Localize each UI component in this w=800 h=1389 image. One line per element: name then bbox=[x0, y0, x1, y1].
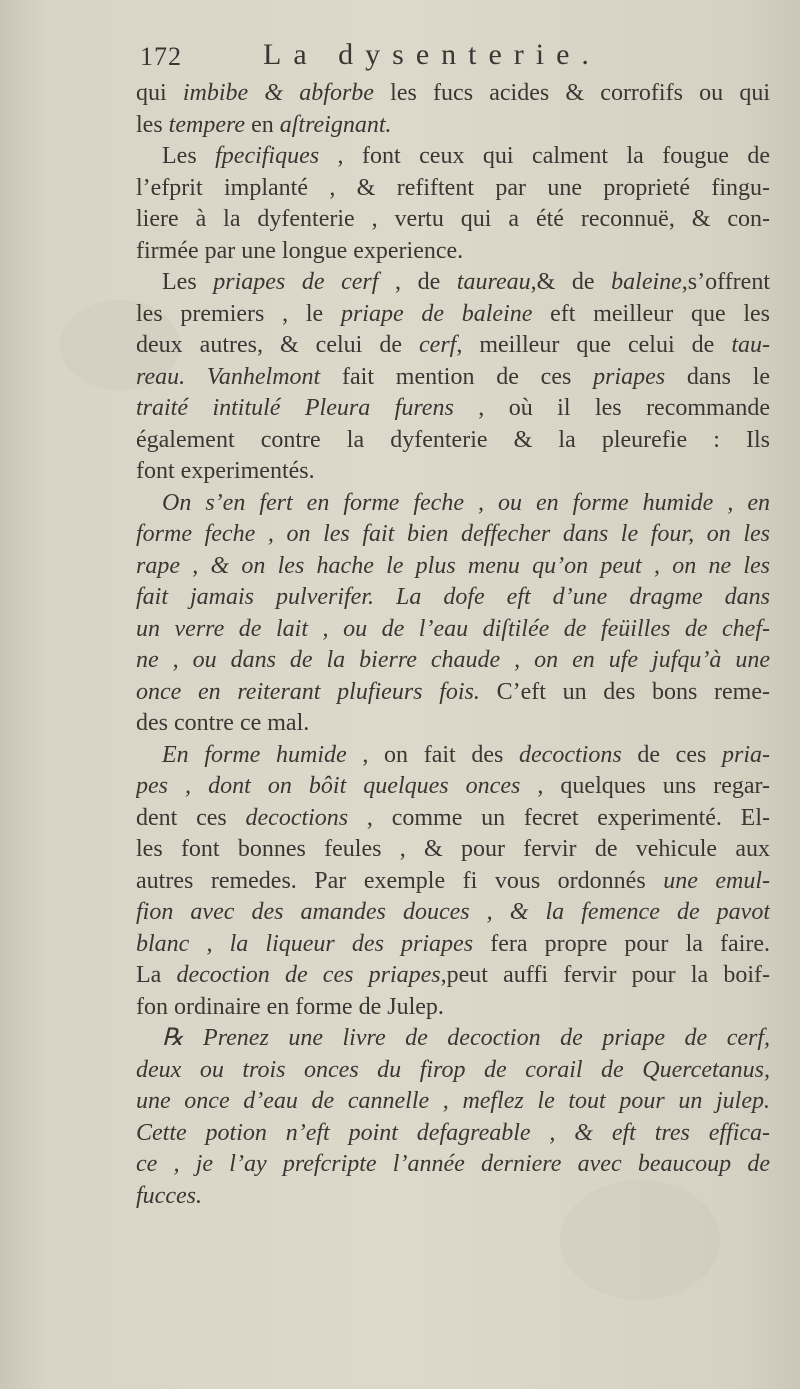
text-segment: dent ces bbox=[136, 804, 246, 831]
text-segment: liere à la dyfenterie , vertu qui a été reconnuë, & con- bbox=[136, 206, 770, 232]
text-line bbox=[136, 740, 770, 772]
italic-text: priape de baleine bbox=[340, 300, 533, 327]
text-line bbox=[136, 866, 770, 898]
text-line bbox=[136, 204, 770, 236]
text-segment: de ces bbox=[621, 741, 722, 768]
text-segment: fait mention de ces bbox=[320, 363, 594, 390]
text-segment bbox=[185, 364, 207, 390]
italic-text: deux ou trois onces du firop de corail de Quercetanus, bbox=[136, 1056, 770, 1083]
text-line bbox=[136, 992, 770, 1024]
italic-text: une once d’eau de cannelle , meflez le tout pour un julep. bbox=[136, 1088, 770, 1114]
italic-text: pes , dont on bôit quelques onces bbox=[136, 773, 521, 799]
italic-text: once en reiterant plufieurs fois. bbox=[136, 678, 480, 705]
italic-text: fucces. bbox=[136, 1182, 202, 1209]
text-line bbox=[136, 1055, 770, 1087]
text-segment: ,peut auffi fervir pour la boif- bbox=[440, 962, 770, 988]
italic-text: pria- bbox=[722, 741, 770, 768]
text-segment: qui bbox=[136, 80, 183, 106]
text-line bbox=[136, 771, 770, 803]
italic-text: tempere bbox=[168, 111, 246, 138]
text-segment: ,s’offrent bbox=[681, 269, 770, 295]
text-segment: , on fait des bbox=[346, 741, 520, 768]
italic-text: On s’en fert en forme feche , ou en forme humide , en bbox=[162, 489, 770, 516]
italic-text: baleine bbox=[611, 269, 682, 295]
text-segment: , où il les recommande bbox=[453, 395, 770, 421]
italic-text: taureau bbox=[456, 269, 531, 295]
italic-text: decoction de ces priapes bbox=[176, 962, 441, 988]
text-line bbox=[136, 362, 770, 394]
text-line bbox=[136, 519, 770, 551]
text-line bbox=[136, 236, 770, 268]
text-line bbox=[136, 929, 770, 961]
text-line bbox=[136, 330, 770, 362]
italic-text: ce , je l’ay prefcripte l’année derniere avec beaucoup de bbox=[136, 1151, 770, 1177]
text-line bbox=[136, 897, 770, 929]
text-line bbox=[136, 456, 770, 488]
italic-text: un verre de lait , ou de l’eau diſtilée de feüilles de chef- bbox=[136, 615, 770, 642]
text-segment: ,& de bbox=[530, 269, 612, 295]
italic-text: En forme humide bbox=[162, 741, 347, 768]
italic-text: Vanhelmont bbox=[206, 363, 321, 390]
italic-text: fpecifiques bbox=[215, 143, 320, 169]
italic-text: ℞ Prenez une livre de decoction de priape de cerf, bbox=[162, 1025, 770, 1051]
text-segment: Les bbox=[162, 143, 216, 169]
text-segment: C’eft un des bons reme- bbox=[479, 678, 770, 705]
text-line bbox=[136, 425, 770, 457]
text-segment: Les bbox=[162, 269, 214, 295]
text-line bbox=[136, 551, 770, 583]
italic-text: aſtreignant. bbox=[279, 111, 392, 138]
italic-text: reau. bbox=[136, 363, 186, 390]
italic-text: cerf bbox=[419, 332, 457, 358]
text-segment: , comme un fecret experimenté. El- bbox=[348, 804, 770, 831]
text-segment: fon ordinaire en forme de Julep. bbox=[136, 993, 444, 1020]
italic-text: traité intitulé Pleura furens bbox=[136, 395, 454, 421]
italic-text: forme feche , on les fait bien deffecher dans le four, on les bbox=[136, 521, 770, 547]
running-title: La dysenterie. bbox=[263, 38, 601, 71]
text-segment: dans le bbox=[665, 363, 770, 390]
text-line bbox=[136, 488, 770, 520]
text-line bbox=[136, 677, 770, 709]
text-line bbox=[136, 141, 770, 173]
italic-text: priapes bbox=[593, 363, 666, 390]
text-line bbox=[136, 803, 770, 835]
text-line bbox=[136, 582, 770, 614]
text-line bbox=[136, 960, 770, 992]
text-line bbox=[136, 834, 770, 866]
text-segment: eft meilleur que les bbox=[532, 300, 770, 327]
text-segment: en bbox=[245, 111, 280, 138]
text-line bbox=[136, 708, 770, 740]
text-segment: les premiers , le bbox=[136, 300, 341, 327]
text-segment: firmée par une longue experience. bbox=[136, 237, 464, 264]
text-line bbox=[136, 267, 770, 299]
text-line bbox=[136, 1181, 770, 1213]
text-segment: autres remedes. Par exemple fi vous ordonnés bbox=[136, 867, 664, 894]
text-segment: fera propre pour la faire. bbox=[473, 930, 770, 957]
italic-text: Cette potion n’eft point defagreable , & eft tres effica- bbox=[136, 1119, 770, 1146]
text-segment: , meilleur que celui de bbox=[456, 332, 732, 358]
text-segment: La bbox=[136, 962, 177, 988]
text-segment: , de bbox=[378, 269, 457, 295]
body-text bbox=[136, 78, 770, 1212]
text-segment: les fucs acides & corrofifs ou qui bbox=[373, 80, 770, 106]
text-segment: les bbox=[136, 111, 169, 138]
text-line bbox=[136, 1023, 770, 1055]
italic-text: priapes de cerf bbox=[213, 269, 379, 295]
italic-text: ne , ou dans de la bierre chaude , on en ufe jufqu’à une bbox=[136, 647, 770, 673]
text-line bbox=[136, 1086, 770, 1118]
text-line bbox=[136, 173, 770, 205]
page-number: 172 bbox=[140, 42, 182, 71]
text-line bbox=[136, 1149, 770, 1181]
text-segment: font experimentés. bbox=[136, 458, 315, 484]
text-segment: , quelques uns regar- bbox=[520, 773, 770, 799]
text-line bbox=[136, 110, 770, 142]
text-line bbox=[136, 1118, 770, 1150]
italic-text: decoctions bbox=[519, 741, 622, 768]
text-segment: des contre ce mal. bbox=[136, 710, 310, 736]
italic-text: blanc , la liqueur des priapes bbox=[136, 930, 474, 957]
italic-text: fion avec des amandes douces , & la femence de pavot bbox=[136, 899, 770, 925]
text-line bbox=[136, 393, 770, 425]
text-line bbox=[136, 78, 770, 110]
text-segment: également contre la dyfenterie & la pleurefie : Ils bbox=[136, 426, 770, 453]
italic-text: une emul- bbox=[663, 867, 770, 894]
text-line bbox=[136, 645, 770, 677]
text-line bbox=[136, 614, 770, 646]
text-line bbox=[136, 299, 770, 331]
italic-text: fait jamais pulverifer. La dofe eft d’une dragme dans bbox=[136, 584, 770, 610]
page-header bbox=[128, 38, 688, 78]
italic-text: imbibe & abforbe bbox=[182, 80, 374, 106]
text-segment: l’efprit implanté , & refiftent par une proprieté fingu- bbox=[136, 174, 770, 201]
text-segment: les font bonnes feules , & pour fervir de vehicule aux bbox=[136, 836, 770, 862]
italic-text: decoctions bbox=[245, 804, 349, 831]
italic-text: tau- bbox=[731, 332, 770, 358]
text-segment: deux autres, & celui de bbox=[136, 332, 420, 358]
text-segment: , font ceux qui calment la fougue de bbox=[319, 143, 770, 169]
italic-text: rape , & on les hache le plus menu qu’on peut , on ne les bbox=[136, 552, 770, 579]
